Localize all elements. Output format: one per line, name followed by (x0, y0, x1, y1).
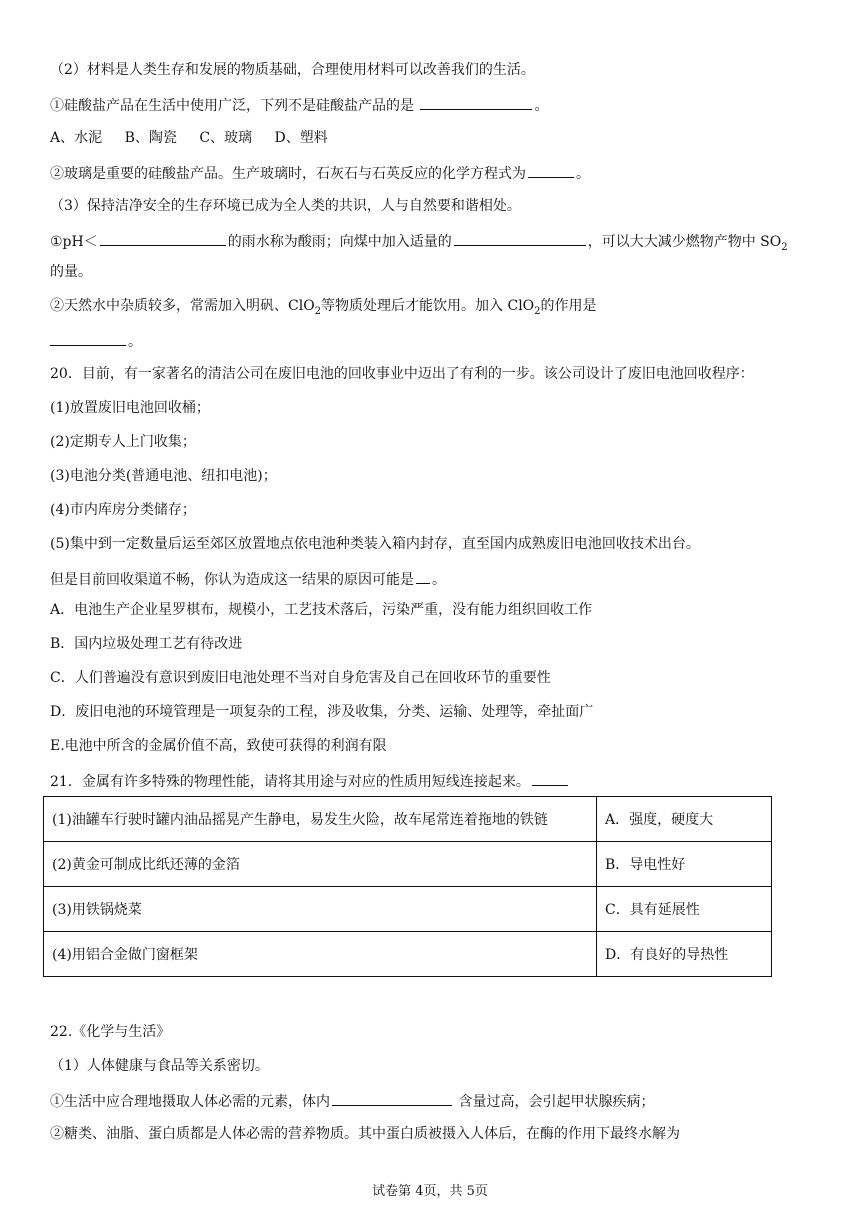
answer-blank[interactable] (454, 230, 586, 246)
subscript: 2 (534, 305, 541, 317)
question-text: 的雨水称为酸雨；向煤中加入适量的 (227, 234, 452, 250)
page-footer: 试卷第 4页，共 5页 (372, 1184, 488, 1199)
q20-step: (2)定期专人上门收集； (50, 434, 196, 450)
punct: 。 (432, 572, 446, 588)
q19-part3-title: （3）保持洁净安全的生存环境已成为全人类的共识，人与自然要和谐相处。 (50, 198, 521, 214)
q20-option-e[interactable]: E.电池中所含的金属价值不高，致使可获得的利润有限 (50, 738, 387, 754)
answer-blank[interactable] (420, 94, 532, 110)
q19-p3-question1 (50, 230, 788, 258)
option-d[interactable]: D、塑料 (274, 130, 328, 146)
q20-step: (4)市内库房分类储存； (50, 502, 196, 518)
answer-blank[interactable] (332, 1090, 452, 1106)
option-b[interactable]: B、陶瓷 (124, 130, 177, 146)
q19-p3-question2-cont (50, 330, 142, 352)
answer-blank[interactable] (416, 568, 430, 584)
q19-p3-question1-cont: 的量。 (50, 264, 92, 280)
property-cell[interactable]: D．有良好的导热性 (597, 932, 772, 977)
use-cell[interactable]: (3)用铁锅烧菜 (44, 887, 597, 932)
punct: 。 (534, 98, 549, 114)
option-c[interactable]: C、玻璃 (199, 130, 253, 146)
question-text: ，可以大大减少燃物产物中 SO (587, 234, 782, 250)
use-cell[interactable]: (1)油罐车行驶时罐内油品摇晃产生静电，易发生火险，故车尾常连着拖地的铁链 (44, 797, 597, 842)
answer-blank[interactable] (528, 162, 574, 178)
property-cell[interactable]: C．具有延展性 (597, 887, 772, 932)
question-text: 21．金属有许多特殊的物理性能，请将其用途与对应的性质用短线连接起来。 (50, 774, 530, 790)
q21-intro (50, 770, 570, 792)
answer-blank[interactable] (100, 230, 226, 246)
answer-blank[interactable] (532, 770, 568, 786)
q20-step: (3)电池分类(普通电池、纽扣电池)； (50, 468, 277, 484)
matching-table (43, 796, 772, 977)
question-text: 但是目前回收渠道不畅，你认为造成这一结果的原因可能是 (50, 572, 414, 588)
q20-question (50, 568, 446, 590)
use-cell[interactable]: (4)用铝合金做门窗框架 (44, 932, 597, 977)
q19-part2-title: （2）材料是人类生存和发展的物质基础，合理使用材料可以改善我们的生活。 (50, 62, 535, 78)
punct: 。 (576, 166, 590, 182)
q20-step: (1)放置废旧电池回收桶； (50, 400, 210, 416)
q22-question1 (50, 1090, 654, 1112)
table-row (44, 932, 772, 977)
q19-p2-options (50, 128, 346, 148)
question-text: 的作用是 (540, 298, 597, 314)
question-text: ①生活中应合理地摄取人体必需的元素，体内 (50, 1094, 330, 1110)
q19-p2-question2 (50, 162, 590, 184)
q22-part1-title: （1）人体健康与食品等关系密切。 (50, 1058, 269, 1074)
subscript: 2 (781, 241, 788, 253)
answer-blank[interactable] (50, 330, 126, 346)
table-row (44, 842, 772, 887)
question-text: 等物质处理后才能饮用。加入 ClO (321, 298, 535, 314)
property-cell[interactable]: A．强度，硬度大 (597, 797, 772, 842)
subscript: 2 (314, 305, 322, 317)
question-text: ②天然水中杂质较多，常需加入明矾、ClO (50, 298, 315, 314)
table-row (44, 797, 772, 842)
question-text: ①pH＜ (50, 234, 98, 250)
q20-option-a[interactable]: A．电池生产企业星罗棋布，规模小，工艺技术落后，污染严重，没有能力组织回收工作 (50, 602, 593, 618)
q20-step: (5)集中到一定数量后运至郊区放置地点依电池种类装入箱内封存，直至国内成熟废旧电池回收技术出台。 (50, 536, 700, 552)
q19-p3-question2 (50, 296, 597, 322)
option-a[interactable]: A、水泥 (50, 130, 103, 146)
property-cell[interactable]: B．导电性好 (597, 842, 772, 887)
q22-question2: ②糖类、油脂、蛋白质都是人体必需的营养物质。其中蛋白质被摄入人体后，在酶的作用下最终水解为 (50, 1126, 680, 1142)
q19-p2-question1 (50, 94, 548, 116)
punct: 。 (128, 334, 142, 350)
q20-option-b[interactable]: B．国内垃圾处理工艺有待改进 (50, 636, 243, 652)
question-text: ②玻璃是重要的硅酸盐产品。生产玻璃时，石灰石与石英反应的化学方程式为 (50, 166, 526, 182)
q20-option-c[interactable]: C．人们普遍没有意识到废旧电池处理不当对自身危害及自己在回收环节的重要性 (50, 670, 551, 686)
question-text: ①硅酸盐产品在生活中使用广泛，下列不是硅酸盐产品的是 (50, 98, 414, 114)
q20-intro: 20．目前，有一家著名的清洁公司在废旧电池的回收事业中迈出了有利的一步。该公司设计了废旧电池回收程序： (50, 366, 754, 382)
use-cell[interactable]: (2)黄金可制成比纸还薄的金箔 (44, 842, 597, 887)
question-text: 含量过高，会引起甲状腺疾病； (458, 1094, 655, 1110)
q20-option-d[interactable]: D．废旧电池的环境管理是一项复杂的工程，涉及收集，分类、运输、处理等，牵扯面广 (50, 704, 594, 720)
q22-title: 22.《化学与生活》 (50, 1024, 171, 1040)
table-row (44, 887, 772, 932)
